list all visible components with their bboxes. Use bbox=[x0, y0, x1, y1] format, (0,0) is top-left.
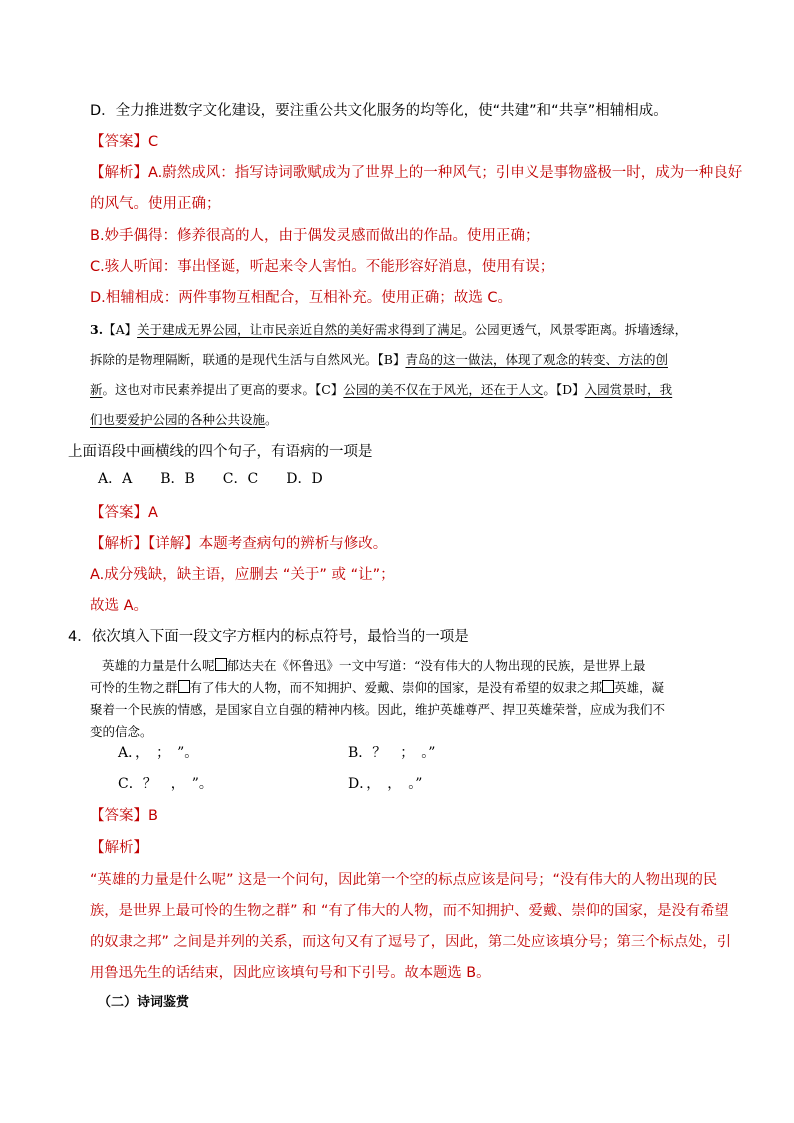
q4-passage-text: 英雄，凝 bbox=[614, 680, 665, 695]
q4-passage-text: 郁达夫在《怀鲁迅》一文中写道：“没有伟大的人物出现的民族，是世界上最 bbox=[226, 658, 646, 673]
q4-passage-text: 有了伟大的人物，而不知拥护、爱戴、崇仰的国家，是没有希望的奴隶之邦 bbox=[189, 680, 603, 695]
q2-analysis-d: D.相辅相成：两件事物互相配合，互相补充。使用正确；故选 C。 bbox=[90, 290, 513, 306]
blank-box-2 bbox=[178, 680, 190, 693]
q2-analysis-b: B.妙手偶得：修养很高的人，由于偶发灵感而做出的作品。使用正确； bbox=[90, 228, 540, 244]
q4-passage-line2 bbox=[90, 678, 664, 698]
q3-sentence-b: 青岛的这一做法，体现了观念的转变、方法的创 bbox=[405, 352, 668, 367]
blank-box-3 bbox=[602, 680, 614, 693]
q2-answer: 【答案】C bbox=[90, 134, 159, 150]
q2-analysis-c: C.骇人听闻：事出怪诞，听起来令人害怕。不能形容好消息，使用有误； bbox=[90, 259, 555, 275]
q4-passage-text: 可怜的生物之群 bbox=[90, 680, 178, 695]
q3-passage-line1 bbox=[90, 320, 687, 340]
q3-analysis-line3: 故选 A。 bbox=[90, 598, 149, 614]
q4-analysis-line3: 的奴隶之邦” 之间是并列的关系，而这句又有了逗号了，因此，第二处应该填分号；第三个标点处，引 bbox=[90, 934, 732, 950]
q4-passage-line4: 变的信念。 bbox=[90, 724, 153, 739]
q4-option-d: D．， ， 。” bbox=[348, 776, 423, 792]
q2-option-d: D．全力推进数字文化建设，要注重公共文化服务的均等化，使“共建”和“共享”相辅相成。 bbox=[90, 103, 668, 119]
q3-text-after-a: 。公园更透气，风景零距离。拆墙透绿， bbox=[462, 322, 688, 337]
q3-text-after-b: 。这也对市民素养提出了更高的要求。 bbox=[102, 382, 316, 397]
q3-question: 上面语段中画横线的四个句子，有语病的一项是 bbox=[68, 444, 373, 460]
q2-analysis-line2: 的风气。使用正确； bbox=[90, 196, 221, 212]
blank-box-1 bbox=[215, 658, 227, 671]
q3-answer: 【答案】A bbox=[90, 505, 158, 521]
q3-number: 3. bbox=[90, 322, 104, 337]
q3-tag-a: 【A】 bbox=[103, 322, 138, 337]
q4-analysis-line4: 用鲁迅先生的话结束，因此应该填句号和下引号。故本题选 B。 bbox=[90, 965, 491, 981]
q3-sentence-d: 入园赏景时，我 bbox=[584, 382, 673, 397]
q3-analysis-line2: A.成分残缺，缺主语，应删去 “关于” 或 “让”； bbox=[90, 567, 395, 583]
q3-passage-line4 bbox=[90, 410, 278, 430]
q3-passage-line3 bbox=[90, 380, 672, 400]
q3-sentence-d-end: 们也要爱护公园的各种公共设施 bbox=[90, 412, 266, 427]
q3-tag-b: 【B】 bbox=[377, 352, 406, 367]
q3-text-after-d: 。 bbox=[265, 412, 278, 427]
q3-sentence-c: 公园的美不仅在于风光，还在于人文 bbox=[343, 382, 544, 397]
q4-answer: 【答案】B bbox=[90, 808, 158, 824]
q2-analysis-line1: 【解析】A.蔚然成风：指写诗词歌赋成为了世界上的一种风气；引申义是事物盛极一时，成为一种良好 bbox=[90, 165, 743, 181]
q3-tag-d: 【D】 bbox=[555, 382, 585, 397]
q3-analysis-line1: 【解析】【详解】本题考查病句的辨析与修改。 bbox=[90, 536, 388, 552]
section-heading: （二）诗词鉴赏 bbox=[98, 995, 190, 1010]
q3-options: A．A B．B C．C D．D bbox=[98, 471, 323, 487]
q4-passage-line1 bbox=[102, 656, 645, 676]
q4-analysis-line1: “英雄的力量是什么呢” 这是一个问句，因此第一个空的标点应该是问号；“没有伟大的人物出现的民 bbox=[90, 872, 718, 888]
q3-tag-c: 【C】 bbox=[315, 382, 344, 397]
q3-sentence-b-end: 新 bbox=[90, 382, 103, 397]
q3-sentence-a: 关于建成无界公园，让市民亲近自然的美好需求得到了满足 bbox=[137, 322, 463, 337]
q3-text-line2: 拆除的是物理隔断，联通的是现代生活与自然风光。 bbox=[90, 352, 378, 367]
q4-passage-text: 英雄的力量是什么呢 bbox=[102, 658, 215, 673]
q3-text-after-c: 。 bbox=[543, 382, 556, 397]
q4-analysis-line2: 族，是世界上最可怜的生物之群” 和 “有了伟大的人物，而不知拥护、爱戴、崇仰的国家，是没有希望 bbox=[90, 903, 729, 919]
q4-analysis-label: 【解析】 bbox=[90, 840, 148, 856]
q4-question: 4．依次填入下面一段文字方框内的标点符号，最恰当的一项是 bbox=[68, 629, 469, 645]
q4-option-b: B．？ ； 。” bbox=[348, 745, 436, 761]
q3-passage-line2 bbox=[90, 350, 668, 370]
q4-passage-line3: 聚着一个民族的情感，是国家自立自强的精神内核。因此，维护英雄尊严、捍卫英雄荣誉，应成为我们不 bbox=[90, 702, 666, 717]
q4-option-a: A．， ； ”。 bbox=[118, 745, 199, 761]
q4-option-c: C．？ ， ”。 bbox=[118, 776, 213, 792]
